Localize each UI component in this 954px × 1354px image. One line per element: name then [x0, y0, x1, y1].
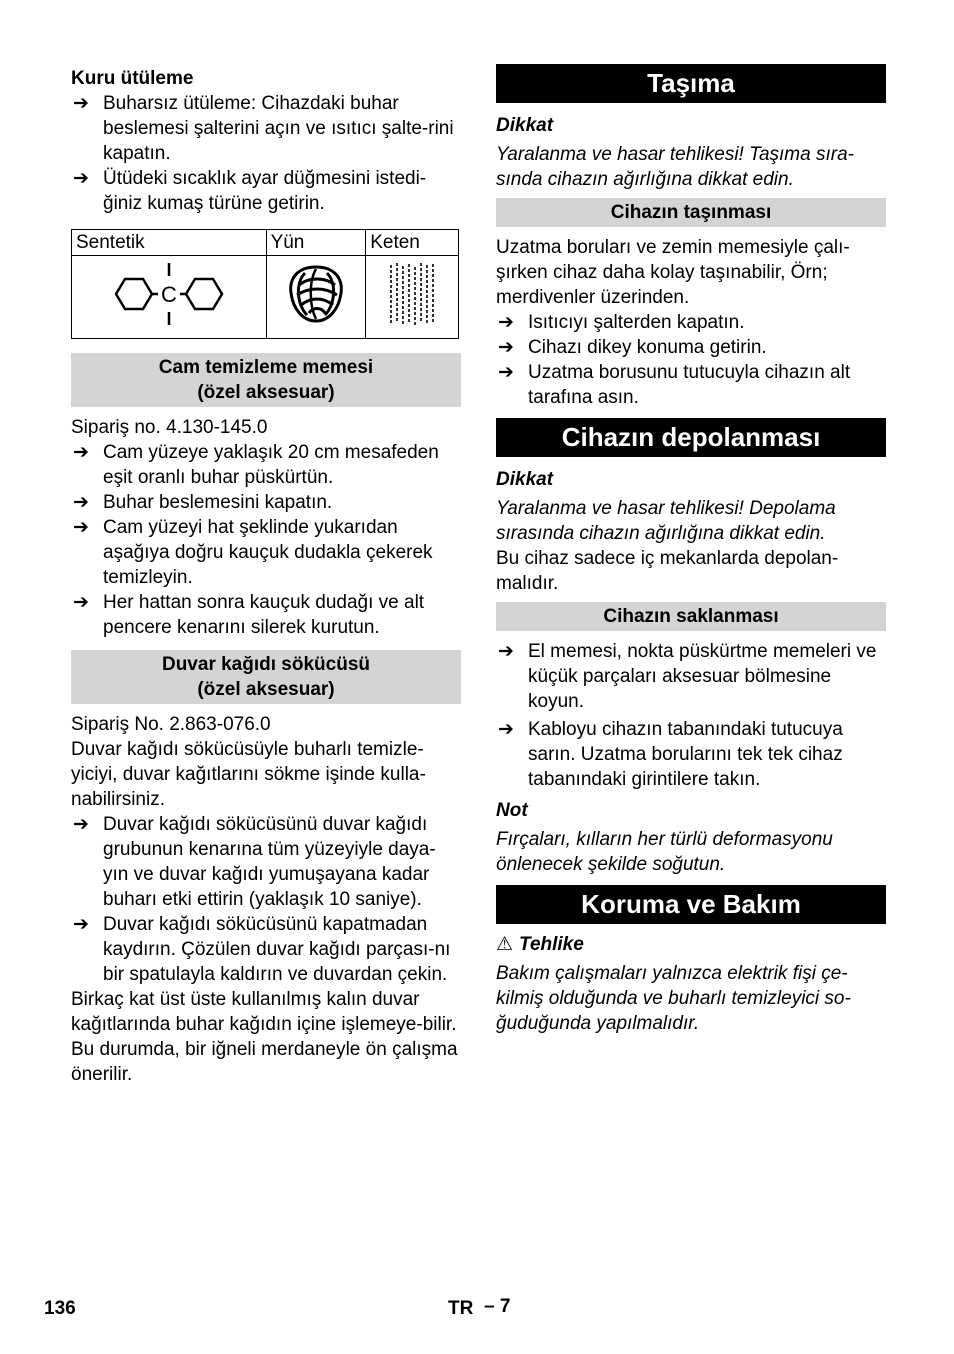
wallpaper-step: ➔ Duvar kağıdı sökücüsünü kapatmadan kaydırın. Çözülen duvar kağıdı parçası-nı bir spatulayla kaldırın ve duvardan çekin. [73, 914, 451, 985]
arrow-right-icon: ➔ [498, 312, 514, 333]
danger-text: Bakım çalışmaları yalnızca elektrik fişi çe-kilmiş olduğunda ve buharlı temizleyici so-ğuduğunda yapılmalıdır. [496, 963, 851, 1034]
dry-ironing-heading: Kuru ütüleme [71, 68, 194, 89]
note-label: Not [496, 800, 528, 821]
arrow-right-icon: ➔ [73, 914, 89, 935]
arrow-right-icon: ➔ [498, 719, 514, 740]
transport-warning: Yaralanma ve hasar tehlikesi! Taşıma sıra-sında cihazın ağırlığına dikkat edin. [496, 144, 854, 190]
wallpaper-outro: Birkaç kat üst üste kullanılmış kalın duvar kağıtlarında buhar kağıdın içine işlemeye-bilir. Bu durumda, bir iğneli merdaneyle ön çalışma önerilir. [71, 989, 458, 1085]
arrow-right-icon: ➔ [498, 337, 514, 358]
arrow-right-icon: ➔ [73, 93, 89, 114]
arrow-right-icon: ➔ [73, 517, 89, 538]
carry-step: ➔ Isıtıcıyı şalterden kapatın. [498, 312, 745, 333]
glass-order-number: Sipariş no. 4.130-145.0 [71, 417, 268, 438]
note-text: Fırçaları, kılların her türlü deformasyonu önlenecek şekilde soğutun. [496, 829, 833, 875]
language-code: TR [448, 1298, 474, 1319]
carry-step: ➔ Cihazı dikey konuma getirin. [498, 337, 767, 358]
carry-heading: Cihazın taşınması [496, 198, 886, 227]
wool-skein-icon [285, 261, 347, 327]
dry-step: ➔ Ütüdeki sıcaklık ayar düğmesini istedi-ğiniz kumaş türüne getirin. [73, 168, 427, 214]
keep-heading: Cihazın saklanması [496, 602, 886, 631]
linen-fiber-icon [387, 261, 437, 327]
arrow-right-icon: ➔ [73, 814, 89, 835]
arrow-right-icon: ➔ [73, 492, 89, 513]
arrow-right-icon: ➔ [73, 592, 89, 613]
caution-label: Dikkat [496, 469, 554, 490]
arrow-right-icon: ➔ [498, 362, 514, 383]
wallpaper-order-number: Sipariş No. 2.863-076.0 [71, 714, 271, 735]
keep-step: ➔ Kabloyu cihazın tabanındaki tutucuya sarın. Uzatma borularını tek tek cihaz tabanındaki girintilere takın. [498, 719, 843, 790]
wallpaper-intro: Duvar kağıdı sökücüsüyle buharlı temizle-yiciyi, duvar kağıtlarını sökme işinde kulla-nabilirsiniz. [71, 739, 426, 810]
fabric-header-linen: Keten [366, 230, 459, 256]
storage-warning: Yaralanma ve hasar tehlikesi! Depolama sırasında cihazın ağırlığına dikkat edin. [496, 498, 836, 544]
care-heading: Koruma ve Bakım [496, 885, 886, 924]
glass-nozzle-heading: Cam temizleme memesi (özel aksesuar) [71, 353, 461, 407]
glass-step: ➔ Buhar beslemesini kapatın. [73, 492, 333, 513]
fabric-table [71, 229, 459, 339]
fabric-header-synthetic: Sentetik [72, 230, 267, 256]
linen-symbol [366, 256, 459, 339]
storage-heading: Cihazın depolanması [496, 418, 886, 457]
left-column [71, 64, 461, 1087]
svg-text:C: C [160, 281, 177, 307]
page-number: 136 [44, 1298, 76, 1319]
glass-step: ➔ Cam yüzeye yaklaşık 20 cm mesafeden eşit oranlı buhar püskürtün. [73, 442, 439, 488]
danger-label: ⚠ Tehlike [496, 934, 584, 955]
wool-symbol [266, 256, 366, 339]
caution-label: Dikkat [496, 115, 554, 136]
carry-intro: Uzatma boruları ve zemin memesiyle çalı-şırken cihaz daha kolay taşınabilir, Örn; merdivenler üzerinden. [496, 237, 850, 308]
warning-triangle-icon: ⚠ [496, 934, 514, 955]
dry-step: ➔ Buharsız ütüleme: Cihazdaki buhar beslemesi şalterini açın ve ısıtıcı şalte-rini kapatın. [73, 93, 454, 164]
section-page-number: – 7 [484, 1296, 511, 1317]
arrow-right-icon: ➔ [73, 168, 89, 189]
arrow-right-icon: ➔ [73, 442, 89, 463]
wallpaper-stripper-heading: Duvar kağıdı sökücüsü (özel aksesuar) [71, 650, 461, 704]
right-column [496, 64, 886, 1036]
glass-step: ➔ Cam yüzeyi hat şeklinde yukarıdan aşağıya doğru kauçuk dudakla çekerek temizleyin. [73, 517, 433, 588]
arrow-right-icon: ➔ [498, 641, 514, 662]
fabric-header-wool: Yün [266, 230, 366, 256]
wallpaper-step: ➔ Duvar kağıdı sökücüsünü duvar kağıdı grubunun kenarına tüm yüzeyiyle daya-yın ve duvar kağıdı yumuşayana kadar buharı etki ettirin (yaklaşık 10 saniye). [73, 814, 436, 910]
synthetic-molecule-icon [108, 261, 230, 327]
transport-heading: Taşıma [496, 64, 886, 103]
keep-step: ➔ El memesi, nokta püskürtme memeleri ve küçük parçaları aksesuar bölmesine koyun. [498, 641, 877, 712]
synthetic-symbol [72, 256, 267, 339]
carry-step: ➔ Uzatma borusunu tutucuyla cihazın alt tarafına asın. [498, 362, 851, 408]
storage-note: Bu cihaz sadece iç mekanlarda depolan-malıdır. [496, 548, 839, 594]
glass-step: ➔ Her hattan sonra kauçuk dudağı ve alt pencere kenarını silerek kurutun. [73, 592, 425, 638]
